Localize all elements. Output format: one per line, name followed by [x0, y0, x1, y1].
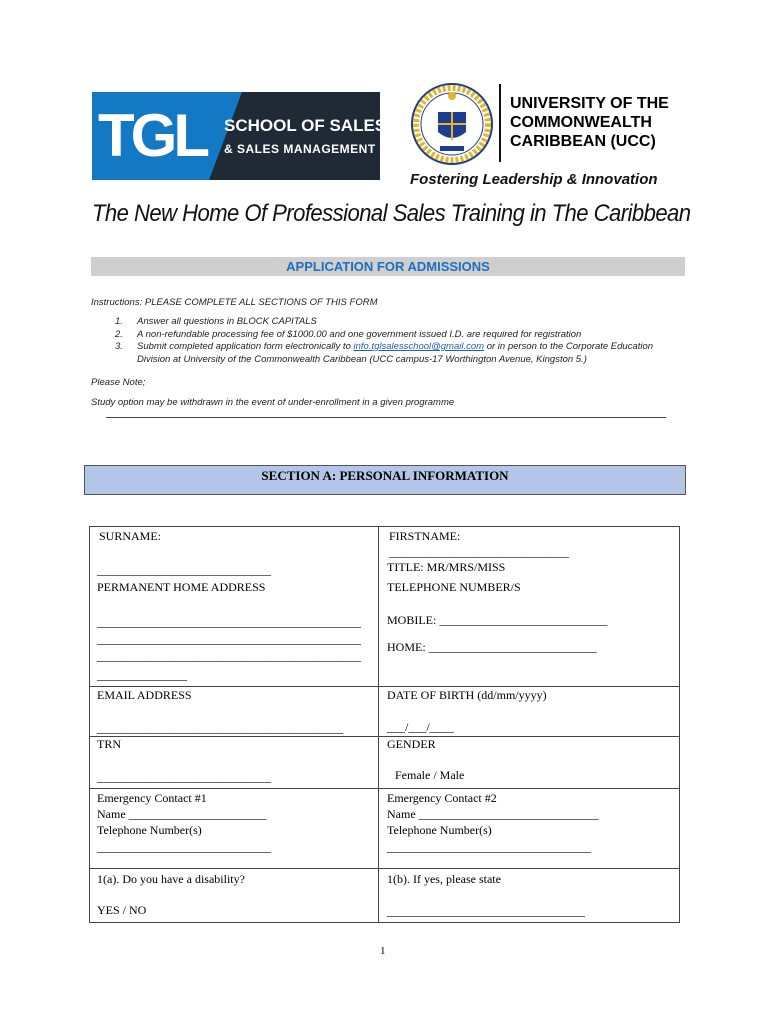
ucc-divider [499, 84, 501, 162]
page-number: 1 [380, 945, 386, 957]
instructions-intro: Instructions: PLEASE COMPLETE ALL SECTIONS OF THIS FORM [91, 297, 378, 308]
gender-label: GENDER [387, 737, 436, 751]
list-item-text-before: Submit completed application form electronically to [137, 341, 354, 352]
list-item-text-after: or in person to the Corporate Education Division at University of the Commonwealth Caribbean (UCC campus-17 Worthington Avenue, Kingston 5.) [137, 341, 654, 365]
email-link[interactable]: info.tglsalesschool@gmail.com [353, 341, 485, 352]
list-item [115, 316, 675, 329]
emergency-contact-1-phone-field[interactable]: _____________________________ [97, 840, 271, 854]
surname-label: SURNAME: [99, 529, 162, 543]
ucc-name-line1: UNIVERSITY OF THE [510, 95, 669, 112]
list-item-text: A non-refundable processing fee of $1000.00 and one government issued I.D. are required for registration [137, 328, 582, 340]
application-banner: APPLICATION FOR ADMISSIONS [91, 257, 685, 276]
list-item-number: 1. [115, 316, 123, 327]
list-item-number: 3. [115, 341, 123, 352]
firstname-label: FIRSTNAME: [389, 529, 461, 543]
instructions-list [115, 316, 675, 366]
title-field[interactable]: TITLE: MR/MRS/MISS [387, 560, 506, 574]
trn-field[interactable]: _____________________________ [97, 770, 271, 784]
table-border [89, 526, 90, 923]
home-phone-field[interactable]: HOME: ____________________________ [387, 640, 597, 654]
emergency-contact-2-name-field[interactable]: Name ______________________________ [387, 807, 599, 821]
table-border [378, 526, 379, 923]
table-border [89, 868, 680, 869]
emergency-contact-1-title: Emergency Contact #1 [97, 791, 207, 805]
divider [106, 417, 666, 418]
email-field[interactable]: _________________________________________ [97, 721, 343, 735]
ucc-name-line2: COMMONWEALTH [510, 114, 652, 131]
address-field-line1[interactable]: ____________________________________________ [97, 615, 361, 629]
emergency-contact-2-phone-field[interactable]: __________________________________ [387, 840, 591, 854]
table-border [679, 526, 680, 923]
ucc-seal-icon [410, 82, 494, 166]
table-border [89, 788, 680, 789]
tgl-logo-letters: TGL [98, 102, 206, 169]
address-field-line4[interactable]: _______________ [97, 668, 187, 682]
note-text: Study option may be withdrawn in the event of under-enrollment in a given programme [91, 397, 455, 408]
tgl-logo-line2: & SALES MANAGEMENT [224, 142, 376, 156]
disability-options[interactable]: YES / NO [97, 903, 147, 917]
tgl-logo-line1: SCHOOL OF SALES [224, 116, 387, 135]
table-border [89, 922, 680, 923]
dob-label: DATE OF BIRTH (dd/mm/yyyy) [387, 688, 547, 702]
disability-question: 1(a). Do you have a disability? [97, 872, 245, 886]
section-a-title: SECTION A: PERSONAL INFORMATION [84, 465, 686, 495]
mobile-field[interactable]: MOBILE: ____________________________ [387, 613, 608, 627]
list-item [115, 329, 675, 342]
telephone-label: TELEPHONE NUMBER/S [387, 580, 521, 594]
trn-label: TRN [97, 737, 121, 751]
note-label: Please Note; [91, 377, 146, 388]
surname-field[interactable]: _____________________________ [97, 563, 271, 577]
table-border [89, 736, 680, 737]
emergency-contact-1-phone-label: Telephone Number(s) [97, 823, 202, 837]
dob-field[interactable]: ___/___/____ [387, 720, 454, 734]
table-border [89, 526, 680, 527]
page-headline: The New Home Of Professional Sales Training in The Caribbean [92, 200, 691, 227]
emergency-contact-2-title: Emergency Contact #2 [387, 791, 497, 805]
disability-detail-field[interactable]: _________________________________ [387, 904, 585, 918]
address-field-line2[interactable]: ____________________________________________ [97, 632, 361, 646]
gender-options[interactable]: Female / Male [395, 768, 465, 782]
ucc-tagline: Fostering Leadership & Innovation [410, 171, 658, 188]
list-item-number: 2. [115, 328, 123, 340]
address-label: PERMANENT HOME ADDRESS [97, 580, 266, 594]
firstname-field[interactable]: ______________________________ [389, 545, 569, 559]
emergency-contact-2-phone-label: Telephone Number(s) [387, 823, 492, 837]
ucc-name [510, 94, 669, 151]
list-item [115, 341, 675, 366]
list-item-text: Answer all questions in BLOCK CAPITALS [137, 316, 317, 327]
email-label: EMAIL ADDRESS [97, 688, 192, 702]
personal-info-table [89, 526, 680, 923]
address-field-line3[interactable]: ____________________________________________ [97, 649, 361, 663]
disability-detail-label: 1(b). If yes, please state [387, 872, 501, 886]
table-border [89, 686, 680, 687]
emergency-contact-1-name-field[interactable]: Name _______________________ [97, 807, 267, 821]
ucc-name-line3: CARIBBEAN (UCC) [510, 133, 656, 150]
tgl-logo [92, 92, 387, 180]
